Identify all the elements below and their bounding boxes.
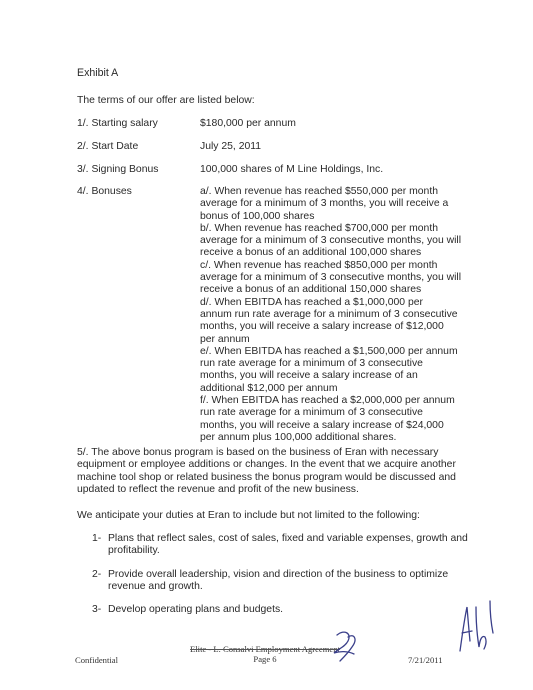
term-value-salary: $180,000 per annum [200, 118, 296, 129]
paragraph-line: 5/. The above bonus program is based on the business of Eran with necessary [77, 447, 439, 458]
footer-confidential: Confidential [75, 655, 118, 665]
exhibit-title: Exhibit A [77, 67, 119, 79]
paragraph-line: equipment or employee additions or changes. In the event that we acquire another [77, 459, 456, 471]
duties-intro: We anticipate your duties at Eran to include but not limited to the following: [77, 510, 420, 521]
duty-number: 2- [92, 569, 102, 580]
term-value-signing-bonus: 100,000 shares of M Line Holdings, Inc. [200, 164, 384, 175]
bonus-line: f/. When EBITDA has reached a $2,000,000 per annum [200, 395, 455, 407]
footer-page-number: Page 6 [253, 654, 277, 664]
bonus-line: additional $12,000 per annum [200, 382, 338, 394]
duty-text: Provide overall leadership, vision and direction of the business to optimize [108, 569, 449, 580]
duty-text: revenue and growth. [108, 581, 203, 593]
duty-number: 3- [92, 604, 102, 615]
bonus-program-paragraph [77, 447, 456, 496]
paragraph-line: updated to reflect the revenue and profit of the new business. [77, 483, 359, 495]
initials-signature-mark [324, 627, 366, 667]
bonus-line: annum run rate average for a minimum of 3 consecutive [200, 308, 458, 320]
duty-item-1 [92, 533, 468, 558]
bonus-line: months, you will receive a salary increase of an [200, 370, 418, 382]
footer-date: 7/21/2011 [408, 655, 443, 665]
term-label-bonuses: 4/. Bonuses [77, 186, 132, 197]
bonus-line: run rate average for a minimum of 3 consecutive [200, 358, 423, 370]
bonus-line: per annum plus 100,000 additional shares. [200, 431, 397, 443]
bonus-line: receive a bonus of an additional 150,000 shares [200, 284, 422, 296]
bonus-line: e/. When EBITDA has reached a $1,500,000 per annum [200, 345, 458, 357]
bonus-line: bonus of 100,000 shares [200, 210, 315, 222]
footer-center [190, 644, 340, 664]
bonus-line: per annum [200, 333, 250, 345]
bonus-line: months, you will receive a salary increase of $12,000 [200, 321, 444, 333]
bonus-line: a/. When revenue has reached $550,000 per month [200, 186, 438, 197]
intro-text: The terms of our offer are listed below: [77, 95, 255, 106]
term-value-start-date: July 25, 2011 [200, 141, 262, 152]
duty-item-2 [92, 569, 448, 594]
bonus-line: d/. When EBITDA has reached a $1,000,000 per [200, 296, 423, 308]
bonus-line: c/. When revenue has reached $850,000 per month [200, 259, 438, 271]
bonus-line: run rate average for a minimum of 3 consecutive [200, 407, 423, 419]
bonus-line: average for a minimum of 3 consecutive months, you will [200, 235, 462, 247]
bonus-list [200, 186, 462, 444]
duty-number: 1- [92, 533, 102, 544]
duty-text: profitability. [108, 545, 160, 557]
duty-text: Plans that reflect sales, cost of sales, fixed and variable expenses, growth and [108, 533, 468, 544]
duty-item-3 [92, 604, 283, 616]
duty-text: Develop operating plans and budgets. [108, 604, 284, 615]
bonus-line: months, you will receive a salary increase of $24,000 [200, 419, 444, 431]
bonus-line: receive a bonus of an additional 100,000 shares [200, 247, 422, 259]
bonus-line: average for a minimum of 3 months, you will receive a [200, 198, 449, 210]
term-label-start-date: 2/. Start Date [77, 141, 139, 152]
term-label-salary: 1/. Starting salary [77, 118, 158, 129]
handwritten-initials-mark [452, 597, 498, 657]
term-label-signing-bonus: 3/. Signing Bonus [77, 164, 159, 175]
footer-agreement-title: Elite - L. Consalvi Employment Agreement [190, 644, 340, 654]
bonus-line: b/. When revenue has reached $700,000 per month [200, 222, 438, 234]
bonus-line: average for a minimum of 3 consecutive months, you will [200, 272, 462, 284]
paragraph-line: machine tool shop or related business the bonus program would be discussed and [77, 471, 456, 483]
